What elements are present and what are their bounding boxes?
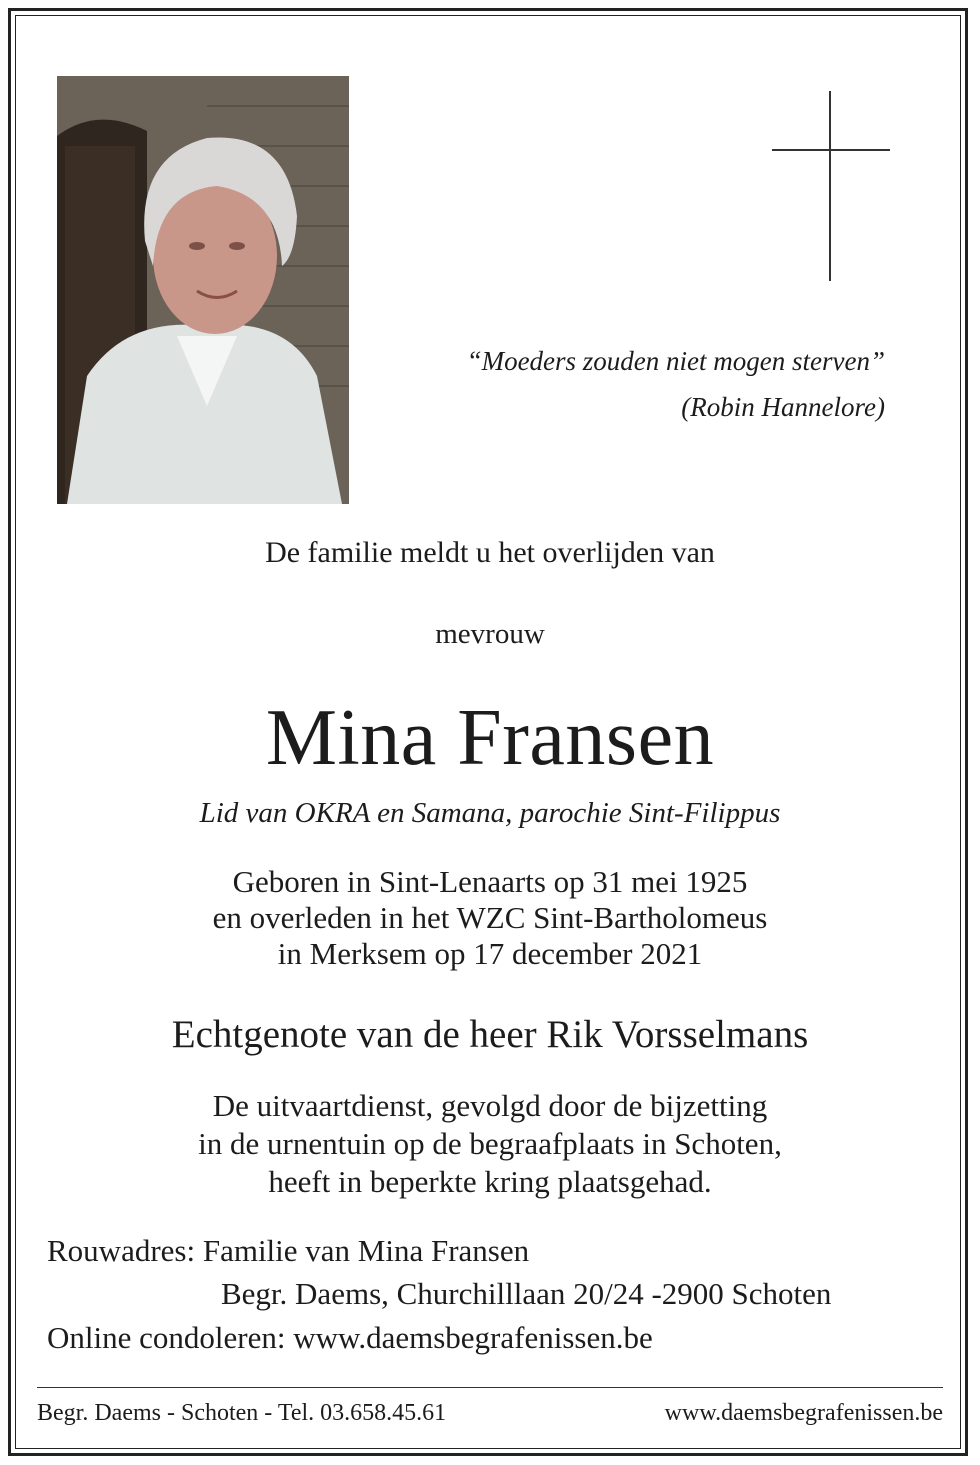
deceased-name: Mina Fransen [265,694,715,782]
online-condolences[interactable]: Online condoleren: www.daemsbegrafenissen.be [47,1320,653,1355]
honorific: mevrouw [435,618,545,650]
quote-author: (Robin Hannelore) [681,392,885,422]
quote [360,338,885,430]
born-line-2: en overleden in het WZC Sint-Bartholomeus [212,900,768,935]
service-line-2: in de urnentuin op de begraafplaats in Schoten, [198,1126,782,1161]
footer-divider [37,1387,943,1388]
funeral-home-address: Begr. Daems, Churchilllaan 20/24 -2900 Schoten [221,1276,832,1311]
service-line-1: De uitvaartdienst, gevolgd door de bijzetting [212,1088,768,1123]
footer-website-link[interactable]: www.daemsbegrafenissen.be [664,1400,943,1426]
cross-icon [772,91,890,281]
birth-death-block [0,864,980,972]
spouse-line: Echtgenote van de heer Rik Vorsselmans [171,1013,809,1056]
portrait-photo [57,76,349,504]
service-block [0,1087,980,1201]
mourning-address: Rouwadres: Familie van Mina Fransen [47,1233,530,1268]
born-line-3: in Merksem op 17 december 2021 [277,936,703,971]
footer-contact: Begr. Daems - Schoten - Tel. 03.658.45.61 [37,1400,447,1426]
membership-line: Lid van OKRA en Samana, parochie Sint-Filippus [199,797,781,829]
born-line-1: Geboren in Sint-Lenaarts op 31 mei 1925 [232,864,748,899]
quote-text: “Moeders zouden niet mogen sterven” [466,346,885,376]
intro-text: De familie meldt u het overlijden van [265,536,715,569]
service-line-3: heeft in beperkte kring plaatsgehad. [268,1164,712,1199]
